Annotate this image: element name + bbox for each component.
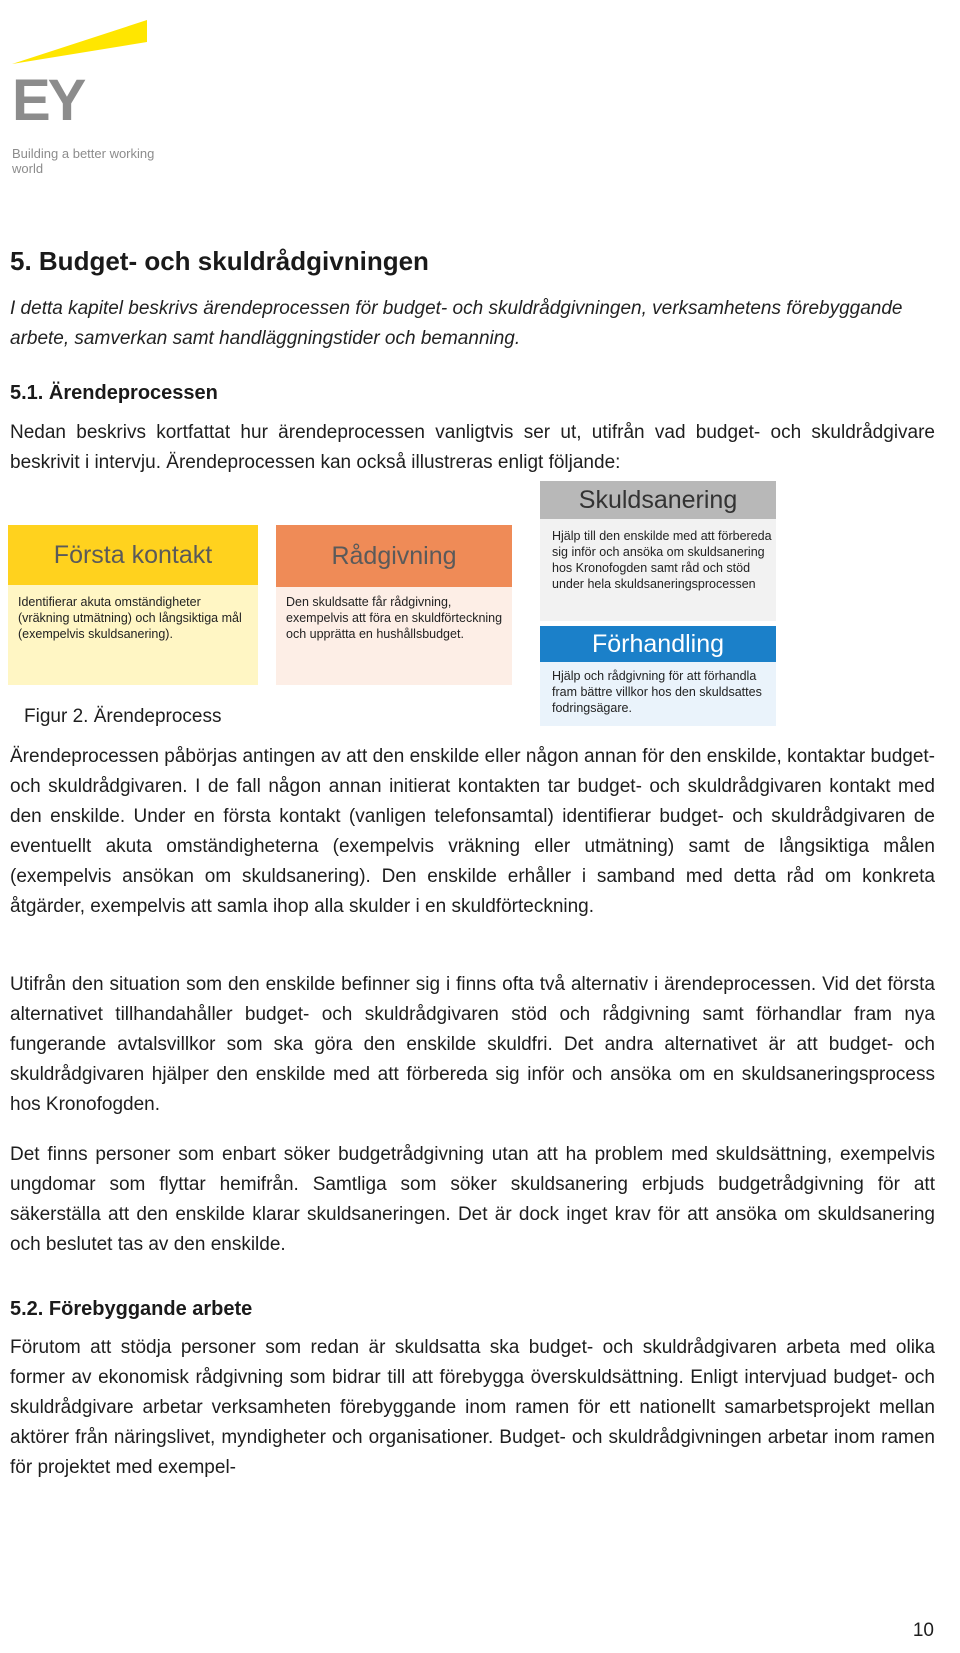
section-2-paragraph: Förutom att stödja personer som redan är skuldsatta ska budget- och skuldrådgivaren arbeta med olika former av ekonomisk rådgivning som bidrar till att förebygga överskuldsättning. Enligt intervjuad budget- och skuldrådgivare arbetar verksamheten förebyggande inom ramen för ett nationellt samarbetsprojekt mellan aktörer från näringslivet, myndigheter och organisationer. Budget- och skuldrådgivningen arbetar inom ramen för projektet med exempel- <box>10 1337 935 1478</box>
body-paragraph: Utifrån den situation som den enskilde befinner sig i finns ofta två alternativ i ärendeprocessen. Vid det första alternativet tillhandahåller budget- och skuldrådgivaren stöd och rådgivning samt förhandlar fram nya fungerande avtalsvillkor som ska göra den enskilde skuldfri. Det andra alternativet är att budget- och skuldrådgivaren hjälper den enskilde med att förbereda sig inför och ansöka om en skuldsaneringsprocess hos Kronofogden. <box>10 974 935 1115</box>
section-1-paragraph: Nedan beskrivs kortfattat hur ärendeprocessen vanligtvis ser ut, utifrån vad budget- och skuldrådgivare beskrivit i intervju. Ärendeprocessen kan också illustreras enligt följande: <box>10 422 935 473</box>
section-2-heading: 5.2. Förebyggande arbete <box>10 1298 253 1320</box>
body-paragraph: Ärendeprocessen påbörjas antingen av att den enskilde eller någon annan för den enskilde, kontaktar budget- och skuldrådgivaren. I de fall någon annan initierat kontakten tar budget- och skuldrådgivaren kontakt med den enskilde. Under en första kontakt (vanligen telefonsamtal) identifierar budget- och skuldrådgivaren de eventuellt akuta omständigheterna (exempelvis vräkning eller utmätning) samt de långsiktiga målen (exempelvis ansökan om skuldsanering). Den enskilde erhåller i samband med detta råd om konkreta åtgärder, exempelvis att samla ihop alla skulder i en skuldförteckning. <box>10 746 935 917</box>
ey-logo-tagline: Building a better working world <box>12 146 155 176</box>
figure-caption: Figur 2. Ärendeprocess <box>24 706 222 727</box>
chapter-intro: I detta kapitel beskrivs ärendeprocessen för budget- och skuldrådgivningen, verksamhetens förebyggande arbete, samverkan samt handläggningstider och bemanning. <box>10 298 903 349</box>
ey-beam-icon <box>12 14 182 74</box>
ey-logo-letters: EY <box>12 68 84 133</box>
forsta-kontakt-text: Identifierar akuta omständigheter (vräkning utmätning) och långsiktiga mål (exempelvis skuldsanering). <box>18 595 242 641</box>
forhandling-title: Förhandling <box>540 626 776 662</box>
skuldsanering-text: Hjälp till den enskilde med att förbereda sig inför och ansöka om skuldsanering hos Kronofogden samt råd och stöd under hela skuldsaneringsprocessen <box>552 529 772 591</box>
page-number: 10 <box>912 1620 934 1641</box>
body-paragraph: Det finns personer som enbart söker budgetrådgivning utan att ha problem med skuldsättning, exempelvis ungdomar som flyttar hemifrån. Samtliga som söker skuldsanering erbjuds budgetrådgivning för att säkerställa att den enskilde klarar skuldsaneringen. Det är dock inget krav för att ansöka om skuldsanering och beslutet tas av den enskilde. <box>10 1144 935 1255</box>
chapter-heading: 5. Budget- och skuldrådgivningen <box>10 246 429 276</box>
ey-logo <box>12 14 182 184</box>
forhandling-text: Hjälp och rådgivning för att förhandla fram bättre villkor hos den skuldsattes fodringsägare. <box>552 669 762 715</box>
forsta-kontakt-title: Första kontakt <box>8 525 258 585</box>
radgivning-title: Rådgivning <box>276 525 512 587</box>
skuldsanering-title: Skuldsanering <box>540 481 776 519</box>
section-1-heading: 5.1. Ärendeprocessen <box>10 382 218 404</box>
radgivning-text: Den skuldsatte får rådgivning, exempelvis att föra en skuldförteckning och upprätta en hushållsbudget. <box>286 595 503 641</box>
